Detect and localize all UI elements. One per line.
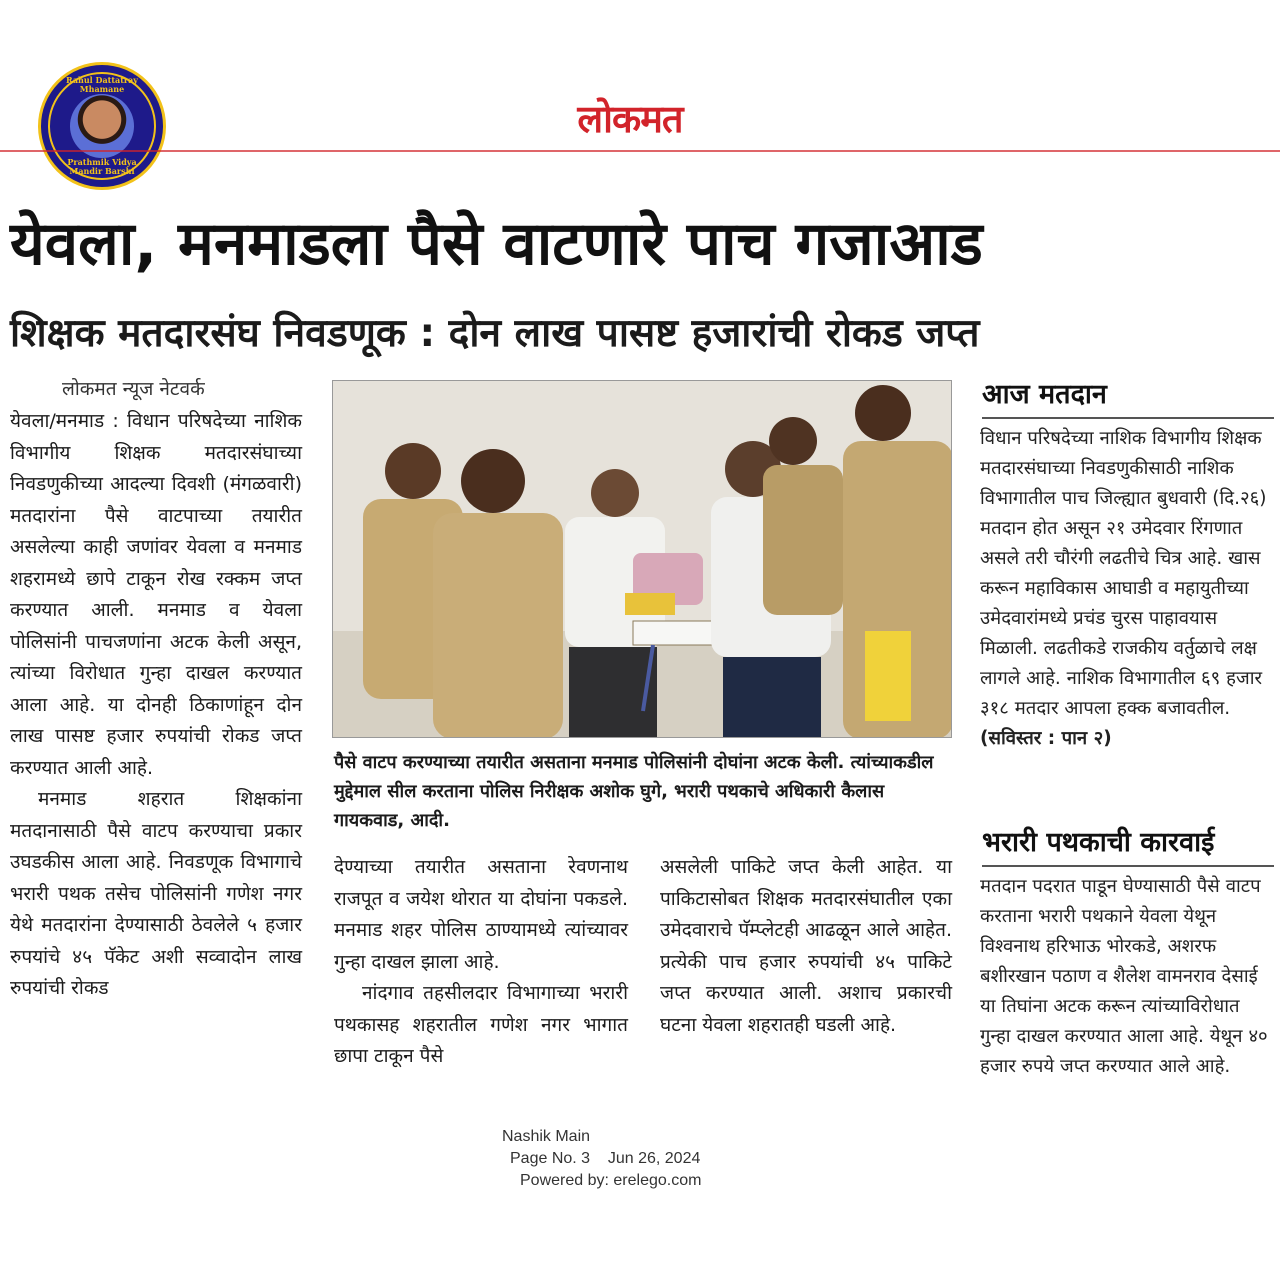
newspaper-masthead: लोकमत	[577, 97, 683, 141]
column-2-paragraph-2: नांदगाव तहसीलदार विभागाच्या भरारी पथकासह शहरातील गणेश नगर भागात छापा टाकून पैसे	[334, 982, 628, 1067]
sidebar-title-squad-action: भरारी पथकाची कारवाई	[982, 822, 1274, 867]
page-footer	[460, 1126, 820, 1192]
photo-caption: पैसे वाटप करण्याच्या तयारीत असताना मनमाड पोलिसांनी दोघांना अटक केली. त्यांच्याकडील मुद्देमाल सील करताना पोलिस निरीक्षक अशोक घुगे, भरारी पथकाचे अधिकारी कैलास गायकवाड, आदी.	[334, 752, 934, 831]
news-photo	[332, 380, 952, 738]
badge-bottom-text: Prathmik Vidya Mandir Barshi	[67, 157, 137, 176]
footer-powered-by: Powered by: erelego.com	[520, 1172, 702, 1189]
column-1-paragraph-2: मनमाड शहरात शिक्षकांना मतदानासाठी पैसे वाटप करण्याचा प्रकार उघडकीस आला आहे. निवडणूक विभागाचे भरारी पथक तसेच पोलिसांनी गणेश नगर येथे मतदारांना देण्यासाठी ठेवलेले ५ हजार रुपयांचे ४५ पॅकेट अशी सव्वादोन लाख रुपयांची रोकड	[10, 788, 302, 999]
article-column-3	[660, 852, 952, 1041]
masthead-rule	[0, 150, 1280, 152]
sidebar-voting-text: विधान परिषदेच्या नाशिक विभागीय शिक्षक मतदारसंघाच्या निवडणुकीसाठी नाशिक विभागातील पाच जिल्ह्यात बुधवारी (दि.२६) मतदान होत असून २१ उमेदवार रिंगणात असले तरी चौरंगी लढतीचे चित्र आहे. खास करून महाविकास आघाडी व महायुतीच्या उमेदवारांमध्ये प्रचंड चुरस पाहावयास मिळाली. लढतीकडे राजकीय वर्तुळाचे लक्ष लागले आहे. नाशिक विभागातील ६९ हजार ३१८ मतदार आपला हक्क बजावतील.	[980, 428, 1267, 719]
article-column-2	[334, 852, 628, 1073]
byline: लोकमत न्यूज नेटवर्क	[62, 378, 205, 400]
column-1-paragraph-1: येवला/मनमाड : विधान परिषदेच्या नाशिक विभागीय शिक्षक मतदारसंघाच्या निवडणुकीच्या आदल्या दिवशी (मंगळवारी) मतदारांना पैसे वाटपाच्या तयारीत असलेल्या काही जणांवर येवला व मनमाड शहरामध्ये छापे टाकून रोख रक्कम जप्त करण्यात आली. मनमाड व येवला पोलिसांनी पाचजणांना अटक केली असून, त्यांच्या विरोधात गुन्हा दाखल करण्यात आला आहे. या दोनही ठिकाणांहून दोन लाख पासष्ट हजार रुपयांची रोकड जप्त करण्यात आली आहे.	[10, 410, 302, 779]
footer-edition: Nashik Main	[502, 1128, 591, 1145]
headline: येवला, मनमाडला पैसे वाटणारे पाच गजाआड	[10, 209, 983, 279]
sidebar-more-ref: (सविस्तर : पान २)	[980, 728, 1112, 749]
sidebar-title-voting-today: आज मतदान	[982, 374, 1274, 419]
subheadline: शिक्षक मतदारसंघ निवडणूक : दोन लाख पासष्ट हजारांची रोकड जप्त	[10, 311, 980, 356]
article-column-1	[10, 406, 302, 1005]
sidebar-voting-today-body	[980, 424, 1272, 754]
badge-top-text: Rahul Dattatray Mhamane	[66, 75, 138, 94]
column-3-paragraph-1: असलेली पाकिटे जप्त केली आहेत. या पाकिटासोबत शिक्षक मतदारसंघातील एका उमेदवाराचे पॅम्प्लेटही आढळून आले आहेत. प्रत्येकी पाच हजार रुपयांची ४५ पाकिटे जप्त करण्यात आली. अशाच प्रकारची घटना येवला शहरातही घडली आहे.	[660, 856, 952, 1036]
footer-page-date: Page No. 3 Jun 26, 2024	[510, 1150, 701, 1167]
sidebar-squad-action-body: मतदान पदरात पाडून घेण्यासाठी पैसे वाटप करताना भरारी पथकाने येवला येथून विश्वनाथ हरिभाऊ भोरकडे, अशरफ बशीरखान पठाण व शैलेश वामनराव देसाई या तिघांना अटक करून त्यांच्याविरोधात गुन्हा दाखल करण्यात आला आहे. येथून ४० हजार रुपये जप्त करण्यात आले आहे.	[980, 876, 1268, 1077]
column-2-paragraph-1: देण्याच्या तयारीत असताना रेवणनाथ राजपूत व जयेश थोरात या दोघांना पकडले. मनमाड शहर पोलिस ठाण्यामध्ये त्यांच्यावर गुन्हा दाखल झाला आहे.	[334, 856, 628, 973]
photo-illustration	[333, 381, 952, 738]
